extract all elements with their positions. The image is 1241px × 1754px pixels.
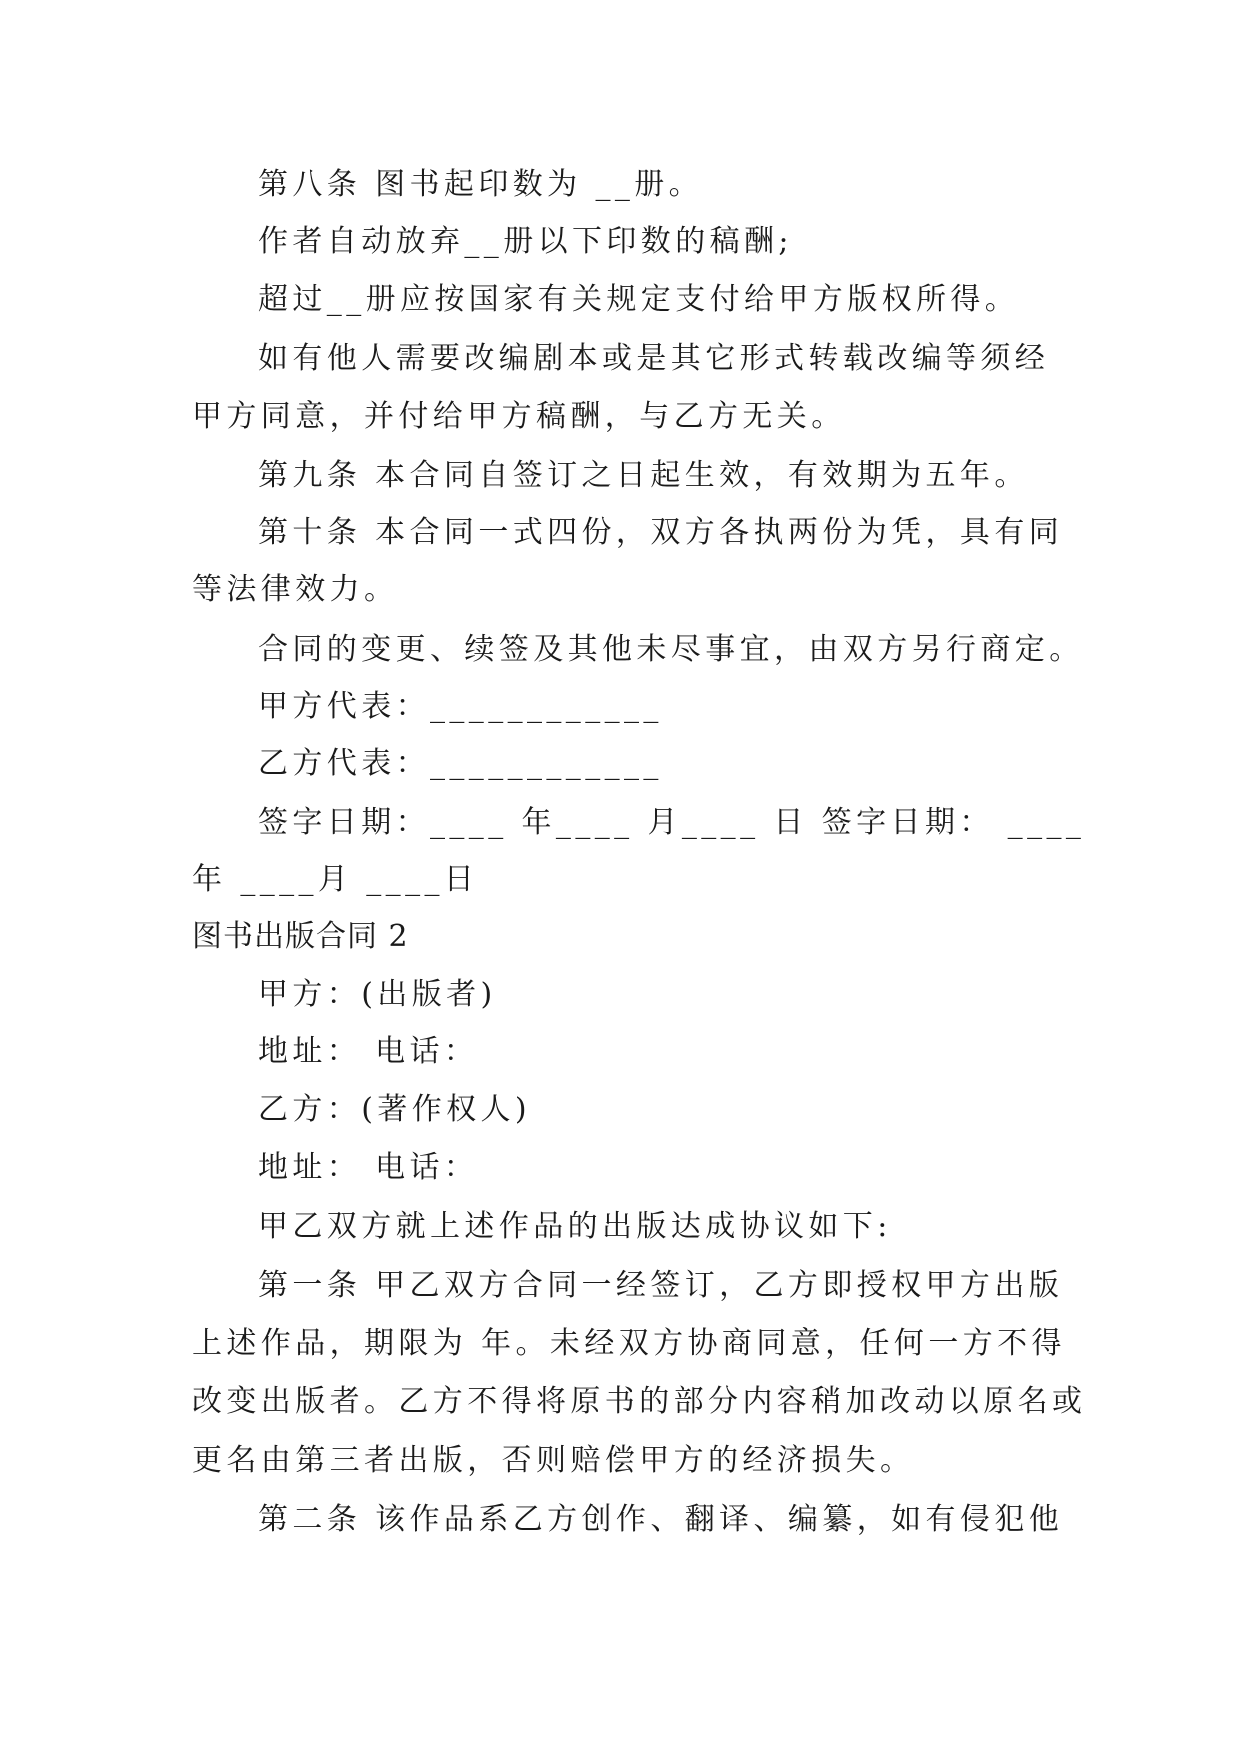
text-line: 改变出版者。乙方不得将原书的部分内容稍加改动以原名或: [192, 1384, 1087, 1419]
text-line: 地址： 电话：: [258, 1150, 479, 1185]
text-line: 甲方代表：____________: [258, 689, 663, 724]
text-line: 等法律效力。: [192, 572, 399, 607]
text-line: 合同的变更、续签及其他未尽事宜，由双方另行商定。: [258, 632, 1084, 667]
text-line: 更名由第三者出版，否则赔偿甲方的经济损失。: [192, 1443, 915, 1478]
text-line: 签字日期：____ 年____ 月____ 日 签字日期： ____: [258, 805, 1086, 840]
text-line: 甲乙双方就上述作品的出版达成协议如下:: [258, 1209, 892, 1244]
text-line: 第九条 本合同自签订之日起生效，有效期为五年。: [258, 458, 1029, 493]
text-line: 乙方：(著作权人): [258, 1092, 532, 1127]
text-line: 如有他人需要改编剧本或是其它形式转载改编等须经: [258, 341, 1050, 376]
text-line: 甲方：(出版者): [258, 977, 497, 1012]
text-line: 乙方代表：____________: [258, 746, 663, 781]
text-line: 第二条 该作品系乙方创作、翻译、编纂，如有侵犯他: [258, 1502, 1064, 1537]
text-line: 超过__册应按国家有关规定支付给甲方版权所得。: [258, 282, 1020, 317]
text-line: 年 ____月 ____日: [192, 862, 479, 897]
text-line: 第一条 甲乙双方合同一经签订，乙方即授权甲方出版: [258, 1268, 1064, 1303]
section-title: 图书出版合同 2: [192, 919, 409, 954]
text-line: 第十条 本合同一式四份，双方各执两份为凭，具有同: [258, 515, 1064, 550]
text-line: 作者自动放弃__册以下印数的稿酬;: [258, 224, 793, 259]
text-line: 第八条 图书起印数为 __册。: [258, 167, 704, 202]
text-line: 上述作品，期限为 年。未经双方协商同意，任何一方不得: [192, 1326, 1066, 1361]
text-line: 地址： 电话：: [258, 1034, 479, 1069]
text-line: 甲方同意，并付给甲方稿酬，与乙方无关。: [192, 399, 846, 434]
